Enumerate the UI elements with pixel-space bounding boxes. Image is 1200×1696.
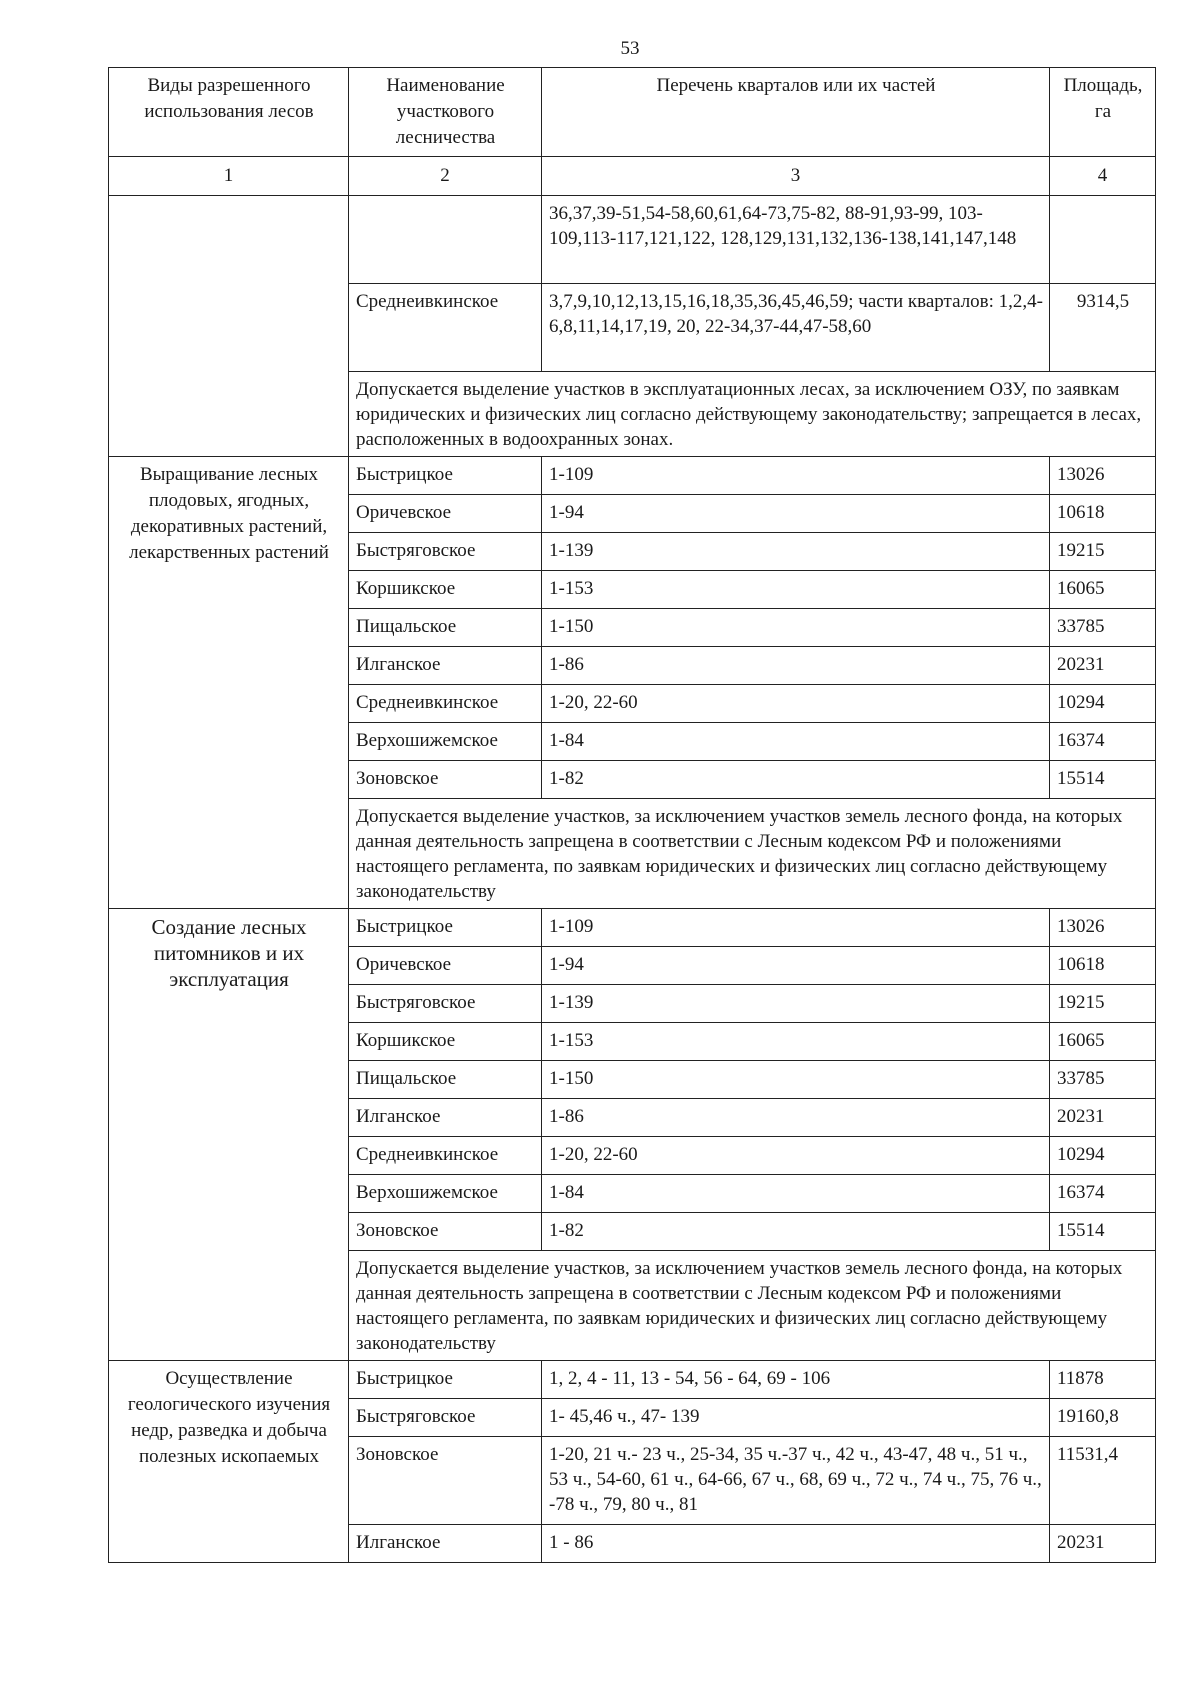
quarters-cell: 1-109	[542, 457, 1050, 495]
header-row	[109, 68, 1156, 157]
forestry-cell: Быстрицкое	[349, 909, 542, 947]
quarters-cell: 1-94	[542, 947, 1050, 985]
column-number: 1	[109, 157, 349, 196]
forestry-cell: Быстряговское	[349, 533, 542, 571]
quarters-cell: 1-139	[542, 985, 1050, 1023]
column-number: 3	[542, 157, 1050, 196]
area-cell: 19215	[1050, 533, 1156, 571]
quarters-cell: 1-153	[542, 571, 1050, 609]
usage-kind-cell: Осуществление геологического изучения недр, разведка и добыча полезных ископаемых	[109, 1361, 349, 1563]
forestry-cell: Илганское	[349, 1099, 542, 1137]
quarters-cell: 1-82	[542, 761, 1050, 799]
area-cell: 10618	[1050, 947, 1156, 985]
area-cell: 16065	[1050, 1023, 1156, 1061]
area-cell: 20231	[1050, 1525, 1156, 1563]
table-row	[109, 196, 1156, 284]
note-cell: Допускается выделение участков, за исключением участков земель лесного фонда, на которых данная деятельность запрещена в соответствии с Лесным кодексом РФ и положениями настоящего регламента, по заявкам юридических и физических лиц согласно действующему законодательству	[349, 799, 1156, 909]
forestry-cell: Зоновское	[349, 1213, 542, 1251]
quarters-cell: 36,37,39-51,54-58,60,61,64-73,75-82, 88-91,93-99, 103-109,113-117,121,122, 128,129,131,132,136-138,141,147,148	[542, 196, 1050, 284]
area-cell: 19215	[1050, 985, 1156, 1023]
forestry-cell	[349, 196, 542, 284]
forestry-cell: Пищальское	[349, 609, 542, 647]
regulation-table	[108, 67, 1156, 1563]
quarters-cell: 1, 2, 4 - 11, 13 - 54, 56 - 64, 69 - 106	[542, 1361, 1050, 1399]
column-number: 2	[349, 157, 542, 196]
header-cell-forestry: Наименование участкового лесничества	[349, 68, 542, 157]
area-cell: 11531,4	[1050, 1437, 1156, 1525]
table-row	[109, 1361, 1156, 1399]
forestry-cell: Среднеивкинское	[349, 1137, 542, 1175]
header-cell-kind: Виды разрешенного использования лесов	[109, 68, 349, 157]
page-number: 53	[620, 38, 640, 59]
area-cell: 10618	[1050, 495, 1156, 533]
forestry-cell: Пищальское	[349, 1061, 542, 1099]
quarters-cell: 1-150	[542, 1061, 1050, 1099]
forestry-cell: Быстряговское	[349, 1399, 542, 1437]
area-cell: 15514	[1050, 761, 1156, 799]
column-number-row	[109, 157, 1156, 196]
header-cell-quarters: Перечень кварталов или их частей	[542, 68, 1050, 157]
forestry-cell: Зоновское	[349, 761, 542, 799]
quarters-cell: 1-109	[542, 909, 1050, 947]
quarters-cell: 1- 45,46 ч., 47- 139	[542, 1399, 1050, 1437]
column-number: 4	[1050, 157, 1156, 196]
area-cell: 13026	[1050, 457, 1156, 495]
area-cell: 19160,8	[1050, 1399, 1156, 1437]
forestry-cell: Оричевское	[349, 947, 542, 985]
area-cell: 9314,5	[1050, 284, 1156, 372]
forestry-cell: Быстрицкое	[349, 1361, 542, 1399]
area-cell: 33785	[1050, 1061, 1156, 1099]
forestry-cell: Илганское	[349, 1525, 542, 1563]
quarters-cell: 1 - 86	[542, 1525, 1050, 1563]
area-cell: 11878	[1050, 1361, 1156, 1399]
quarters-cell: 1-86	[542, 1099, 1050, 1137]
table-row	[109, 909, 1156, 947]
quarters-cell: 1-94	[542, 495, 1050, 533]
quarters-cell: 3,7,9,10,12,13,15,16,18,35,36,45,46,59; части кварталов: 1,2,4-6,8,11,14,17,19, 20, 22-34,37-44,47-58,60	[542, 284, 1050, 372]
forestry-cell: Верхошижемское	[349, 1175, 542, 1213]
area-cell: 10294	[1050, 685, 1156, 723]
table-row	[109, 457, 1156, 495]
quarters-cell: 1-82	[542, 1213, 1050, 1251]
area-cell: 13026	[1050, 909, 1156, 947]
forestry-cell: Среднеивкинское	[349, 284, 542, 372]
area-cell: 16374	[1050, 1175, 1156, 1213]
area-cell: 16374	[1050, 723, 1156, 761]
quarters-cell: 1-153	[542, 1023, 1050, 1061]
note-cell: Допускается выделение участков в эксплуатационных лесах, за исключением ОЗУ, по заявкам юридических и физических лиц согласно действующему законодательству; запрещается в лесах, расположенных в водоохранных зонах.	[349, 372, 1156, 457]
forestry-cell: Быстряговское	[349, 985, 542, 1023]
area-cell: 33785	[1050, 609, 1156, 647]
quarters-cell: 1-20, 22-60	[542, 685, 1050, 723]
area-cell: 16065	[1050, 571, 1156, 609]
area-cell: 20231	[1050, 647, 1156, 685]
forestry-cell: Верхошижемское	[349, 723, 542, 761]
forestry-cell: Илганское	[349, 647, 542, 685]
area-cell	[1050, 196, 1156, 284]
area-cell: 20231	[1050, 1099, 1156, 1137]
forestry-cell: Среднеивкинское	[349, 685, 542, 723]
forestry-cell: Быстрицкое	[349, 457, 542, 495]
forestry-cell: Зоновское	[349, 1437, 542, 1525]
quarters-cell: 1-86	[542, 647, 1050, 685]
area-cell: 15514	[1050, 1213, 1156, 1251]
usage-kind-cell	[109, 196, 349, 457]
quarters-cell: 1-20, 22-60	[542, 1137, 1050, 1175]
forestry-cell: Коршикское	[349, 1023, 542, 1061]
forestry-cell: Коршикское	[349, 571, 542, 609]
forestry-cell: Оричевское	[349, 495, 542, 533]
usage-kind-cell: Создание лесных питомников и их эксплуатация	[109, 909, 349, 1361]
note-cell: Допускается выделение участков, за исключением участков земель лесного фонда, на которых данная деятельность запрещена в соответствии с Лесным кодексом РФ и положениями настоящего регламента, по заявкам юридических и физических лиц согласно действующему законодательству	[349, 1251, 1156, 1361]
quarters-cell: 1-150	[542, 609, 1050, 647]
quarters-cell: 1-84	[542, 1175, 1050, 1213]
quarters-cell: 1-84	[542, 723, 1050, 761]
quarters-cell: 1-139	[542, 533, 1050, 571]
area-cell: 10294	[1050, 1137, 1156, 1175]
usage-kind-cell: Выращивание лесных плодовых, ягодных, декоративных растений, лекарственных растений	[109, 457, 349, 909]
quarters-cell: 1-20, 21 ч.- 23 ч., 25-34, 35 ч.-37 ч., 42 ч., 43-47, 48 ч., 51 ч., 53 ч., 54-60, 61 ч., 64-66, 67 ч., 68, 69 ч., 72 ч., 74 ч., 75, 76 ч., -78 ч., 79, 80 ч., 81	[542, 1437, 1050, 1525]
header-cell-area: Площадь, га	[1050, 68, 1156, 157]
